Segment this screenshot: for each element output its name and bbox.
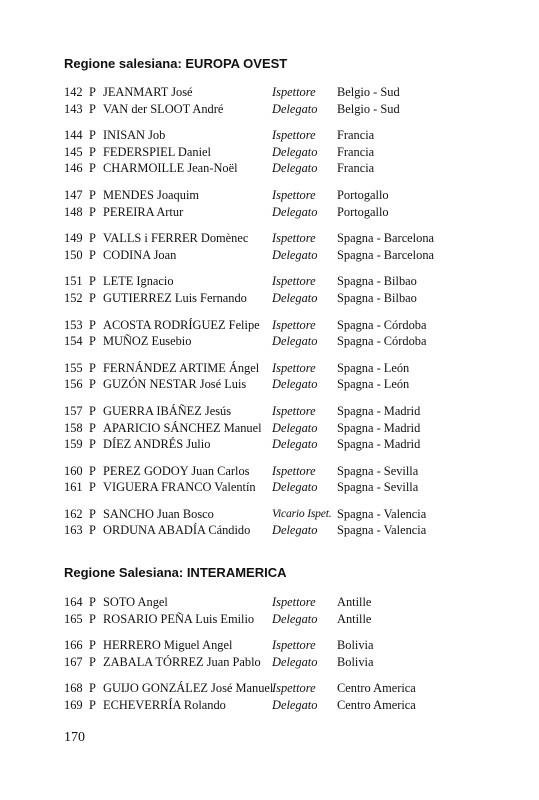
province-name: Spagna - Córdoba: [337, 317, 427, 332]
province-name: Portogallo: [337, 187, 389, 202]
priest-mark: P: [89, 101, 96, 116]
role-title: Delegato: [272, 697, 318, 712]
role-title: Delegato: [272, 523, 318, 538]
role-title: Ispettore: [272, 403, 316, 418]
priest-mark: P: [89, 506, 96, 521]
entry-number: 151: [64, 274, 83, 289]
province-name: Spagna - Barcelona: [337, 247, 435, 262]
member-name: ECHEVERRÍA Rolando: [103, 697, 226, 712]
member-name: ACOSTA RODRÍGUEZ Felipe: [103, 317, 260, 332]
entry-number: 155: [64, 360, 83, 375]
role-title: Delegato: [272, 437, 318, 452]
priest-mark: P: [89, 403, 96, 418]
member-name: GUZÓN NESTAR José Luis: [103, 377, 247, 392]
entry-number: 168: [64, 681, 83, 696]
entry-number: 159: [64, 437, 83, 452]
roster-row: [64, 360, 484, 377]
priest-mark: P: [89, 317, 96, 332]
roster-row: [64, 230, 484, 247]
province-name: Antille: [337, 595, 372, 609]
member-name: GUERRA IBÁÑEZ Jesús: [103, 403, 232, 418]
entry-number: 162: [64, 506, 83, 521]
member-name: DÍEZ ANDRÉS Julio: [103, 437, 211, 452]
roster-row: [64, 611, 484, 628]
member-name: ROSARIO PEÑA Luis Emilio: [103, 611, 255, 626]
role-title: Ispettore: [272, 317, 316, 332]
province-name: Francia: [337, 144, 375, 159]
member-name: VIGUERA FRANCO Valentín: [103, 480, 256, 495]
role-title: Delegato: [272, 654, 318, 669]
entry-number: 146: [64, 161, 83, 176]
priest-mark: P: [89, 290, 96, 305]
member-name: ZABALA TÓRREZ Juan Pablo: [103, 654, 261, 669]
entry-number: 149: [64, 231, 83, 246]
priest-mark: P: [89, 437, 96, 452]
province-name: Francia: [337, 161, 375, 176]
member-name: LETE Ignacio: [103, 274, 174, 289]
entry-number: 164: [64, 595, 83, 609]
member-name: GUIJO GONZÁLEZ José Manuel: [103, 681, 274, 696]
roster-row: [64, 160, 484, 177]
entry-number: 163: [64, 523, 83, 538]
roster-row: [64, 333, 484, 350]
province-name: Belgio - Sud: [337, 101, 400, 116]
roster-row: [64, 654, 484, 671]
entry-number: 154: [64, 334, 83, 349]
page-number: 170: [64, 730, 85, 745]
section-heading-europa-ovest: Regione salesiana: EUROPA OVEST: [64, 56, 288, 71]
priest-mark: P: [89, 247, 96, 262]
member-name: HERRERO Miguel Angel: [103, 638, 233, 653]
roster-row: [64, 84, 484, 101]
member-name: VALLS i FERRER Domènec: [103, 231, 249, 246]
roster-row: [64, 479, 484, 496]
role-title: Delegato: [272, 290, 318, 305]
province-name: Spagna - Madrid: [337, 420, 421, 435]
roster-row: [64, 680, 484, 697]
province-name: Bolivia: [337, 638, 374, 653]
roster-row: [64, 187, 484, 204]
role-title: Delegato: [272, 420, 318, 435]
member-name: SOTO Angel: [103, 595, 168, 609]
priest-mark: P: [89, 681, 96, 696]
priest-mark: P: [89, 595, 96, 609]
province-name: Spagna - Bilbao: [337, 274, 417, 289]
role-title: Delegato: [272, 247, 318, 262]
entry-number: 142: [64, 85, 83, 99]
role-title: Delegato: [272, 334, 318, 349]
roster-row: [64, 697, 484, 714]
province-name: Bolivia: [337, 654, 374, 669]
priest-mark: P: [89, 334, 96, 349]
member-name: SANCHO Juan Bosco: [103, 506, 214, 521]
member-name: MENDES Joaquim: [103, 187, 200, 202]
role-title: Delegato: [272, 101, 318, 116]
role-title: Ispettore: [272, 463, 316, 478]
role-title: Ispettore: [272, 128, 316, 143]
role-title: Ispettore: [272, 231, 316, 246]
priest-mark: P: [89, 697, 96, 712]
role-title: Delegato: [272, 161, 318, 176]
entry-number: 160: [64, 463, 83, 478]
roster-row: [64, 506, 484, 523]
priest-mark: P: [89, 128, 96, 143]
entry-number: 152: [64, 290, 83, 305]
member-name: CHARMOILLE Jean-Noël: [103, 161, 238, 176]
priest-mark: P: [89, 360, 96, 375]
role-title: Ispettore: [272, 360, 316, 375]
province-name: Spagna - Barcelona: [337, 231, 435, 246]
member-name: ORDUNA ABADÍA Cándido: [103, 523, 251, 538]
province-name: Centro America: [337, 681, 416, 696]
entry-number: 165: [64, 611, 83, 626]
priest-mark: P: [89, 274, 96, 289]
role-title: Ispettore: [272, 681, 316, 696]
member-name: PEREZ GODOY Juan Carlos: [103, 463, 250, 478]
role-title: Ispettore: [272, 595, 316, 609]
role-title: Ispettore: [272, 274, 316, 289]
role-title: Delegato: [272, 611, 318, 626]
province-name: Spagna - Córdoba: [337, 334, 427, 349]
entry-number: 145: [64, 144, 83, 159]
entry-number: 147: [64, 187, 83, 202]
entry-number: 167: [64, 654, 83, 669]
role-title: Delegato: [272, 144, 318, 159]
roster-row: [64, 247, 484, 264]
role-title: Delegato: [272, 377, 318, 392]
entry-number: 161: [64, 480, 83, 495]
priest-mark: P: [89, 187, 96, 202]
roster-row: [64, 463, 484, 480]
priest-mark: P: [89, 480, 96, 495]
roster-row: [64, 594, 484, 611]
province-name: Spagna - Bilbao: [337, 290, 417, 305]
province-name: Spagna - Sevilla: [337, 480, 419, 495]
role-title: Ispettore: [272, 638, 316, 653]
roster-row: [64, 637, 484, 654]
priest-mark: P: [89, 611, 96, 626]
entry-number: 153: [64, 317, 83, 332]
priest-mark: P: [89, 204, 96, 219]
entry-number: 143: [64, 101, 83, 116]
roster-row: [64, 144, 484, 161]
priest-mark: P: [89, 161, 96, 176]
roster-row: [64, 403, 484, 420]
member-name: FEDERSPIEL Daniel: [103, 144, 211, 159]
priest-mark: P: [89, 463, 96, 478]
roster-row: [64, 127, 484, 144]
province-name: Spagna - León: [337, 377, 410, 392]
role-title: Ispettore: [272, 85, 316, 99]
province-name: Spagna - Valencia: [337, 506, 427, 521]
priest-mark: P: [89, 420, 96, 435]
entry-number: 169: [64, 697, 83, 712]
member-name: GUTIERREZ Luis Fernando: [103, 290, 247, 305]
member-name: CODINA Joan: [103, 247, 177, 262]
roster-row: [64, 273, 484, 290]
priest-mark: P: [89, 377, 96, 392]
province-name: Portogallo: [337, 204, 389, 219]
role-title: Vicario Ispet.: [272, 506, 332, 520]
member-name: VAN der SLOOT André: [103, 101, 224, 116]
roster-row: [64, 420, 484, 437]
priest-mark: P: [89, 144, 96, 159]
priest-mark: P: [89, 638, 96, 653]
province-name: Spagna - Sevilla: [337, 463, 419, 478]
entry-number: 144: [64, 128, 83, 143]
province-name: Spagna - Valencia: [337, 523, 427, 538]
roster-row: [64, 204, 484, 221]
roster-europa-ovest: [64, 84, 484, 539]
roster-row: [64, 522, 484, 539]
entry-number: 158: [64, 420, 83, 435]
province-name: Antille: [337, 611, 372, 626]
section-heading-interamerica: Regione Salesiana: INTERAMERICA: [64, 565, 287, 580]
roster-interamerica: [64, 594, 484, 714]
member-name: FERNÁNDEZ ARTIME Ángel: [103, 360, 260, 375]
role-title: Delegato: [272, 480, 318, 495]
member-name: INISAN Job: [103, 128, 166, 143]
entry-number: 150: [64, 247, 83, 262]
province-name: Spagna - Madrid: [337, 403, 421, 418]
roster-row: [64, 317, 484, 334]
province-name: Francia: [337, 128, 375, 143]
roster-row: [64, 101, 484, 118]
priest-mark: P: [89, 85, 96, 99]
priest-mark: P: [89, 231, 96, 246]
province-name: Spagna - León: [337, 360, 410, 375]
entry-number: 156: [64, 377, 83, 392]
entry-number: 166: [64, 638, 83, 653]
province-name: Belgio - Sud: [337, 85, 400, 99]
member-name: JEANMART José: [103, 85, 193, 99]
roster-row: [64, 436, 484, 453]
priest-mark: P: [89, 523, 96, 538]
member-name: APARICIO SÁNCHEZ Manuel: [103, 420, 262, 435]
province-name: Spagna - Madrid: [337, 437, 421, 452]
member-name: PEREIRA Artur: [103, 204, 184, 219]
role-title: Delegato: [272, 204, 318, 219]
member-name: MUÑOZ Eusebio: [103, 334, 192, 349]
roster-row: [64, 290, 484, 307]
entry-number: 148: [64, 204, 83, 219]
role-title: Ispettore: [272, 187, 316, 202]
entry-number: 157: [64, 403, 83, 418]
priest-mark: P: [89, 654, 96, 669]
roster-row: [64, 376, 484, 393]
province-name: Centro America: [337, 697, 416, 712]
